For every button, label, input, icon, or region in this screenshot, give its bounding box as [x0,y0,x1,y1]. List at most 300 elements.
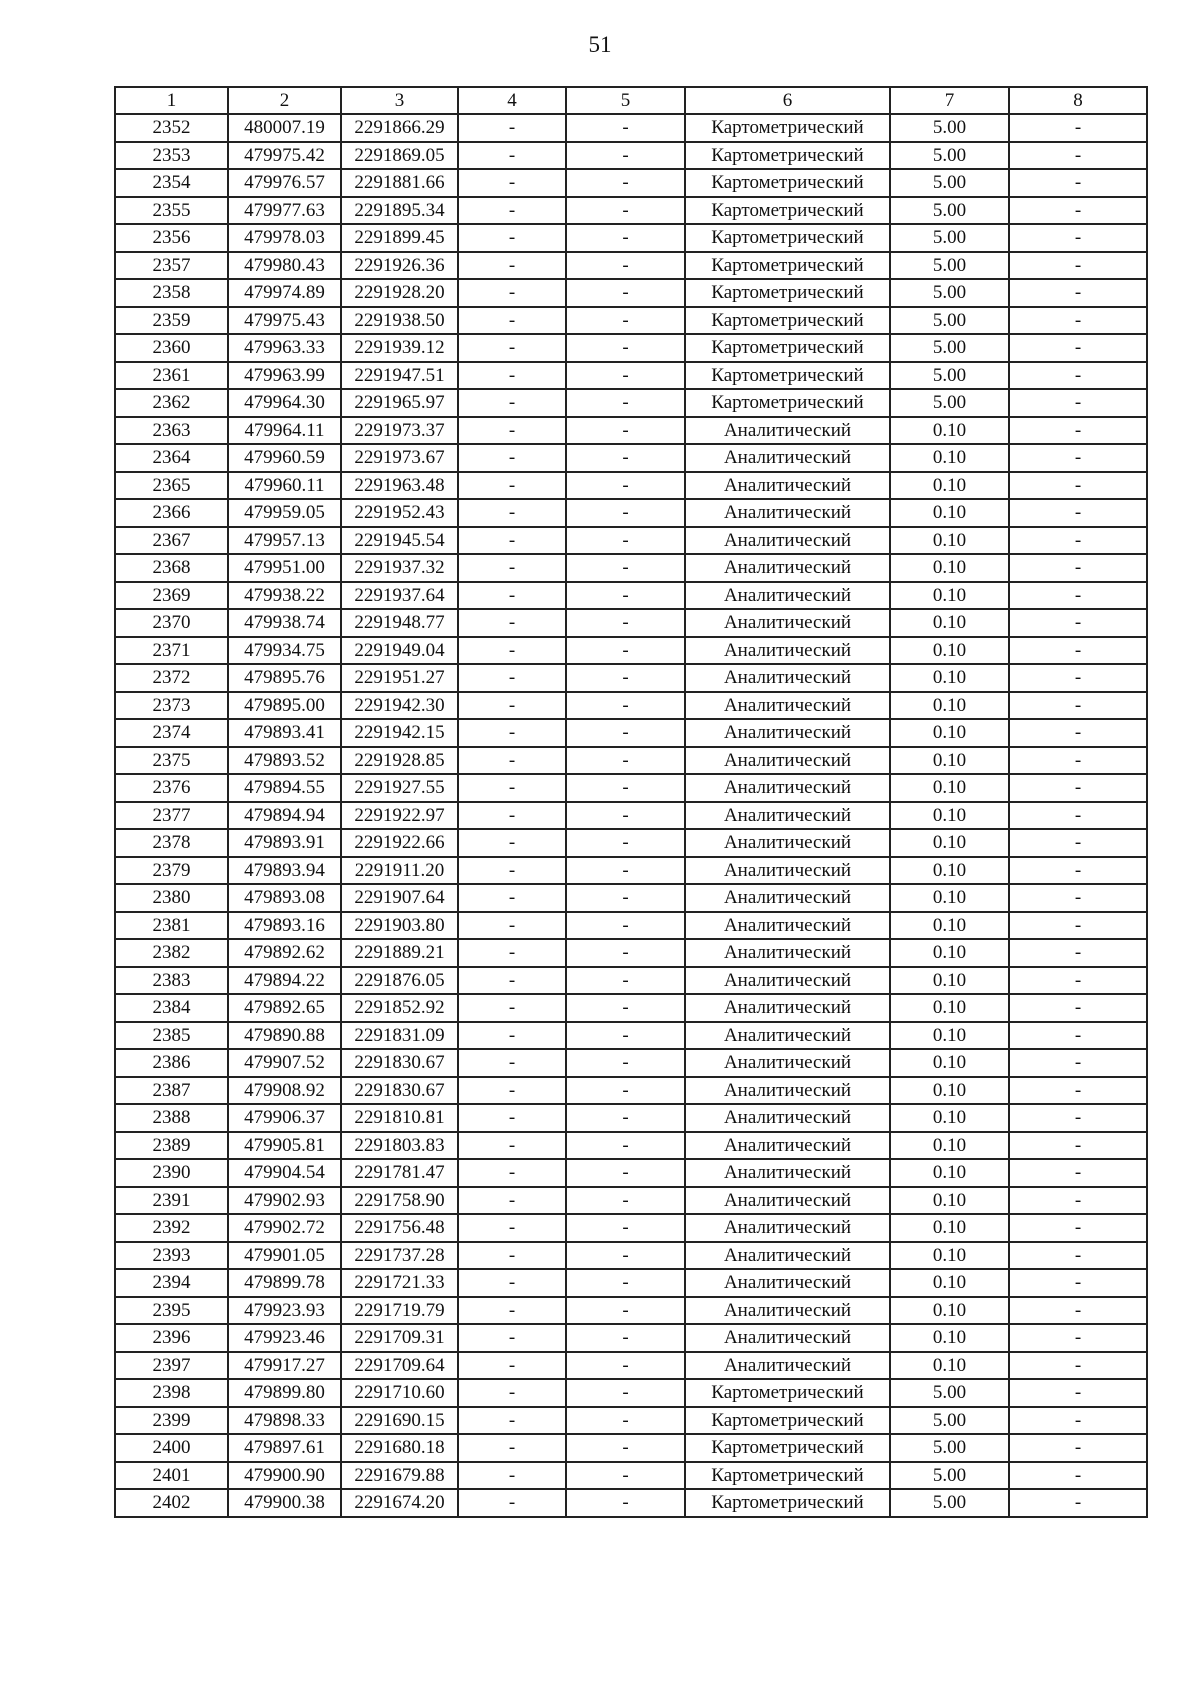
table-cell-col-5: - [566,307,685,335]
table-cell-col-2: 479893.16 [228,912,341,940]
table-cell-col-4: - [458,1049,566,1077]
table-cell-col-7: 0.10 [890,472,1009,500]
table-cell-col-6: Аналитический [685,554,890,582]
table-cell-col-4: - [458,389,566,417]
table-cell-col-8: - [1009,307,1147,335]
table-cell-col-3: 2291903.80 [341,912,458,940]
table-cell-col-3: 2291973.37 [341,417,458,445]
table-cell-col-5: - [566,582,685,610]
table-cell-col-7: 5.00 [890,114,1009,142]
table-cell-col-1: 2365 [115,472,228,500]
table-cell-col-2: 479892.62 [228,939,341,967]
table-cell-col-5: - [566,362,685,390]
table-row [115,1352,1147,1380]
table-cell-col-4: - [458,1022,566,1050]
table-cell-col-5: - [566,197,685,225]
table-cell-col-1: 2352 [115,114,228,142]
table-cell-col-6: Аналитический [685,1324,890,1352]
table-cell-col-1: 2381 [115,912,228,940]
table-cell-col-2: 479893.94 [228,857,341,885]
table-cell-col-5: - [566,1159,685,1187]
table-row [115,1214,1147,1242]
table-cell-col-7: 0.10 [890,444,1009,472]
table-cell-col-4: - [458,1159,566,1187]
table-row [115,719,1147,747]
table-row [115,169,1147,197]
table-cell-col-5: - [566,389,685,417]
table-cell-col-1: 2362 [115,389,228,417]
table-cell-col-8: - [1009,664,1147,692]
table-row [115,224,1147,252]
table-cell-col-2: 479959.05 [228,499,341,527]
table-cell-col-6: Аналитический [685,857,890,885]
table-cell-col-1: 2354 [115,169,228,197]
table-cell-col-5: - [566,1242,685,1270]
table-cell-col-1: 2374 [115,719,228,747]
table-cell-col-5: - [566,224,685,252]
table-cell-col-1: 2389 [115,1132,228,1160]
table-cell-col-1: 2361 [115,362,228,390]
table-cell-col-5: - [566,1462,685,1490]
table-cell-col-4: - [458,664,566,692]
table-cell-col-8: - [1009,719,1147,747]
table-cell-col-8: - [1009,362,1147,390]
table-cell-col-4: - [458,114,566,142]
table-cell-col-4: - [458,417,566,445]
table-cell-col-2: 479905.81 [228,1132,341,1160]
table-cell-col-3: 2291866.29 [341,114,458,142]
table-cell-col-1: 2400 [115,1434,228,1462]
table-cell-col-3: 2291942.30 [341,692,458,720]
table-row [115,1242,1147,1270]
table-cell-col-5: - [566,1407,685,1435]
table-cell-col-1: 2393 [115,1242,228,1270]
table-cell-col-3: 2291922.97 [341,802,458,830]
table-cell-col-2: 479897.61 [228,1434,341,1462]
table-row [115,1022,1147,1050]
table-cell-col-7: 5.00 [890,197,1009,225]
table-cell-col-6: Картометрический [685,252,890,280]
table-cell-col-4: - [458,279,566,307]
table-cell-col-2: 479893.08 [228,884,341,912]
table-cell-col-7: 5.00 [890,169,1009,197]
table-cell-col-5: - [566,279,685,307]
table-cell-col-7: 5.00 [890,1407,1009,1435]
table-cell-col-3: 2291737.28 [341,1242,458,1270]
table-row [115,1159,1147,1187]
table-cell-col-7: 0.10 [890,967,1009,995]
table-cell-col-7: 5.00 [890,334,1009,362]
table-cell-col-1: 2363 [115,417,228,445]
table-cell-col-3: 2291937.64 [341,582,458,610]
table-cell-col-7: 0.10 [890,1049,1009,1077]
table-row [115,334,1147,362]
table-cell-col-4: - [458,609,566,637]
table-row [115,1269,1147,1297]
table-cell-col-8: - [1009,1187,1147,1215]
table-cell-col-5: - [566,1297,685,1325]
table-cell-col-7: 0.10 [890,582,1009,610]
column-header-7: 7 [890,87,1009,114]
table-cell-col-1: 2385 [115,1022,228,1050]
table-cell-col-3: 2291803.83 [341,1132,458,1160]
table-cell-col-6: Картометрический [685,197,890,225]
table-cell-col-1: 2371 [115,637,228,665]
table-row [115,499,1147,527]
table-cell-col-1: 2360 [115,334,228,362]
table-row [115,389,1147,417]
table-cell-col-4: - [458,967,566,995]
table-cell-col-6: Картометрический [685,1489,890,1517]
table-row [115,142,1147,170]
table-cell-col-7: 5.00 [890,1379,1009,1407]
table-cell-col-6: Аналитический [685,719,890,747]
table-cell-col-4: - [458,1379,566,1407]
table-cell-col-4: - [458,472,566,500]
table-row [115,994,1147,1022]
table-cell-col-7: 0.10 [890,692,1009,720]
table-cell-col-6: Аналитический [685,637,890,665]
table-cell-col-5: - [566,1489,685,1517]
table-cell-col-3: 2291948.77 [341,609,458,637]
table-cell-col-7: 0.10 [890,609,1009,637]
table-row [115,1132,1147,1160]
table-cell-col-1: 2396 [115,1324,228,1352]
table-cell-col-6: Аналитический [685,499,890,527]
table-cell-col-3: 2291907.64 [341,884,458,912]
table-cell-col-1: 2397 [115,1352,228,1380]
table-cell-col-3: 2291869.05 [341,142,458,170]
table-cell-col-7: 5.00 [890,1462,1009,1490]
table-cell-col-2: 479899.80 [228,1379,341,1407]
column-header-3: 3 [341,87,458,114]
table-cell-col-7: 0.10 [890,1214,1009,1242]
table-cell-col-8: - [1009,252,1147,280]
table-cell-col-8: - [1009,939,1147,967]
table-cell-col-5: - [566,1104,685,1132]
table-cell-col-5: - [566,1434,685,1462]
table-cell-col-7: 0.10 [890,664,1009,692]
table-cell-col-6: Аналитический [685,884,890,912]
table-cell-col-1: 2379 [115,857,228,885]
table-row [115,939,1147,967]
table-cell-col-6: Аналитический [685,1159,890,1187]
table-cell-col-7: 5.00 [890,307,1009,335]
table-cell-col-2: 479974.89 [228,279,341,307]
table-cell-col-2: 479895.76 [228,664,341,692]
table-cell-col-1: 2358 [115,279,228,307]
table-cell-col-2: 479963.99 [228,362,341,390]
table-cell-col-3: 2291942.15 [341,719,458,747]
table-row [115,1489,1147,1517]
table-cell-col-3: 2291674.20 [341,1489,458,1517]
column-header-5: 5 [566,87,685,114]
table-cell-col-8: - [1009,829,1147,857]
table-cell-col-2: 479923.93 [228,1297,341,1325]
table-cell-col-8: - [1009,1489,1147,1517]
table-cell-col-8: - [1009,1049,1147,1077]
table-cell-col-6: Аналитический [685,912,890,940]
table-cell-col-1: 2369 [115,582,228,610]
table-cell-col-4: - [458,527,566,555]
table-cell-col-5: - [566,857,685,885]
table-cell-col-4: - [458,582,566,610]
coordinates-table [114,86,1148,1518]
table-cell-col-5: - [566,334,685,362]
table-cell-col-7: 0.10 [890,1077,1009,1105]
table-cell-col-2: 479899.78 [228,1269,341,1297]
table-row [115,829,1147,857]
table-row [115,1324,1147,1352]
table-row [115,1297,1147,1325]
table-cell-col-8: - [1009,1352,1147,1380]
table-cell-col-2: 479901.05 [228,1242,341,1270]
table-cell-col-6: Картометрический [685,142,890,170]
table-cell-col-3: 2291947.51 [341,362,458,390]
table-cell-col-5: - [566,829,685,857]
table-cell-col-6: Аналитический [685,1077,890,1105]
table-cell-col-5: - [566,939,685,967]
table-cell-col-4: - [458,334,566,362]
table-cell-col-6: Аналитический [685,939,890,967]
table-cell-col-8: - [1009,857,1147,885]
table-cell-col-4: - [458,1187,566,1215]
table-cell-col-3: 2291709.31 [341,1324,458,1352]
table-cell-col-3: 2291973.67 [341,444,458,472]
table-cell-col-4: - [458,637,566,665]
table-cell-col-7: 5.00 [890,142,1009,170]
table-cell-col-8: - [1009,1434,1147,1462]
table-cell-col-8: - [1009,1297,1147,1325]
table-cell-col-5: - [566,912,685,940]
table-row [115,527,1147,555]
table-cell-col-4: - [458,197,566,225]
table-cell-col-4: - [458,1352,566,1380]
table-cell-col-7: 0.10 [890,499,1009,527]
table-cell-col-4: - [458,857,566,885]
table-cell-col-1: 2383 [115,967,228,995]
table-cell-col-2: 479934.75 [228,637,341,665]
table-cell-col-2: 479978.03 [228,224,341,252]
table-cell-col-6: Картометрический [685,1379,890,1407]
table-cell-col-6: Аналитический [685,802,890,830]
table-cell-col-7: 0.10 [890,1104,1009,1132]
table-row [115,1077,1147,1105]
table-cell-col-4: - [458,1104,566,1132]
table-row [115,1187,1147,1215]
table-cell-col-3: 2291952.43 [341,499,458,527]
table-cell-col-6: Аналитический [685,1022,890,1050]
table-cell-col-8: - [1009,1104,1147,1132]
table-row [115,279,1147,307]
column-header-1: 1 [115,87,228,114]
table-row [115,802,1147,830]
table-cell-col-3: 2291719.79 [341,1297,458,1325]
table-cell-col-8: - [1009,142,1147,170]
table-cell-col-2: 479893.91 [228,829,341,857]
table-cell-col-3: 2291963.48 [341,472,458,500]
table-cell-col-2: 479898.33 [228,1407,341,1435]
table-cell-col-3: 2291852.92 [341,994,458,1022]
table-cell-col-6: Картометрический [685,389,890,417]
table-cell-col-8: - [1009,444,1147,472]
table-cell-col-1: 2367 [115,527,228,555]
table-cell-col-4: - [458,802,566,830]
table-cell-col-8: - [1009,1159,1147,1187]
table-cell-col-4: - [458,499,566,527]
table-cell-col-6: Аналитический [685,444,890,472]
table-cell-col-1: 2368 [115,554,228,582]
table-cell-col-6: Аналитический [685,1187,890,1215]
table-cell-col-5: - [566,637,685,665]
table-row [115,1104,1147,1132]
table-cell-col-1: 2384 [115,994,228,1022]
table-cell-col-8: - [1009,1407,1147,1435]
table-cell-col-1: 2366 [115,499,228,527]
table-cell-col-5: - [566,169,685,197]
table-cell-col-2: 479975.42 [228,142,341,170]
table-cell-col-8: - [1009,884,1147,912]
table-cell-col-2: 479904.54 [228,1159,341,1187]
table-cell-col-6: Картометрический [685,1462,890,1490]
table-cell-col-8: - [1009,527,1147,555]
table-cell-col-5: - [566,554,685,582]
table-cell-col-2: 479894.55 [228,774,341,802]
table-cell-col-8: - [1009,1132,1147,1160]
table-cell-col-4: - [458,774,566,802]
table-cell-col-8: - [1009,389,1147,417]
table-cell-col-3: 2291951.27 [341,664,458,692]
table-row [115,114,1147,142]
table-cell-col-8: - [1009,1077,1147,1105]
table-cell-col-2: 479960.11 [228,472,341,500]
table-cell-col-1: 2378 [115,829,228,857]
table-cell-col-8: - [1009,554,1147,582]
table-cell-col-3: 2291922.66 [341,829,458,857]
table-cell-col-7: 0.10 [890,884,1009,912]
table-row [115,1379,1147,1407]
table-cell-col-1: 2370 [115,609,228,637]
table-cell-col-5: - [566,142,685,170]
table-cell-col-3: 2291830.67 [341,1049,458,1077]
table-cell-col-1: 2377 [115,802,228,830]
table-cell-col-7: 0.10 [890,1159,1009,1187]
table-cell-col-3: 2291965.97 [341,389,458,417]
table-cell-col-3: 2291721.33 [341,1269,458,1297]
table-cell-col-7: 0.10 [890,1324,1009,1352]
table-row [115,1407,1147,1435]
table-cell-col-1: 2391 [115,1187,228,1215]
table-cell-col-7: 0.10 [890,857,1009,885]
table-cell-col-7: 0.10 [890,912,1009,940]
table-row [115,912,1147,940]
table-cell-col-2: 479977.63 [228,197,341,225]
table-cell-col-8: - [1009,114,1147,142]
table-cell-col-1: 2402 [115,1489,228,1517]
table-cell-col-6: Картометрический [685,169,890,197]
table-cell-col-8: - [1009,802,1147,830]
table-cell-col-3: 2291911.20 [341,857,458,885]
table-cell-col-5: - [566,664,685,692]
table-cell-col-5: - [566,719,685,747]
table-row [115,692,1147,720]
table-cell-col-8: - [1009,279,1147,307]
table-cell-col-2: 479951.00 [228,554,341,582]
table-cell-col-8: - [1009,169,1147,197]
table-cell-col-5: - [566,609,685,637]
table-cell-col-8: - [1009,417,1147,445]
table-row [115,252,1147,280]
table-cell-col-2: 479902.93 [228,1187,341,1215]
table-cell-col-3: 2291831.09 [341,1022,458,1050]
table-cell-col-5: - [566,114,685,142]
table-cell-col-1: 2364 [115,444,228,472]
table-cell-col-8: - [1009,1269,1147,1297]
table-cell-col-7: 0.10 [890,1269,1009,1297]
table-row [115,857,1147,885]
table-cell-col-2: 479893.52 [228,747,341,775]
table-cell-col-4: - [458,252,566,280]
table-cell-col-2: 479894.22 [228,967,341,995]
table-cell-col-4: - [458,1324,566,1352]
table-cell-col-4: - [458,142,566,170]
table-cell-col-3: 2291679.88 [341,1462,458,1490]
table-cell-col-4: - [458,1462,566,1490]
table-cell-col-1: 2382 [115,939,228,967]
table-row [115,637,1147,665]
table-row [115,1462,1147,1490]
table-cell-col-1: 2390 [115,1159,228,1187]
table-cell-col-3: 2291895.34 [341,197,458,225]
table-cell-col-7: 5.00 [890,362,1009,390]
table-cell-col-8: - [1009,1462,1147,1490]
table-cell-col-3: 2291928.20 [341,279,458,307]
column-header-4: 4 [458,87,566,114]
table-cell-col-2: 479960.59 [228,444,341,472]
table-cell-col-3: 2291939.12 [341,334,458,362]
table-cell-col-5: - [566,1214,685,1242]
table-cell-col-5: - [566,527,685,555]
column-header-2: 2 [228,87,341,114]
table-cell-col-8: - [1009,912,1147,940]
table-cell-col-5: - [566,884,685,912]
table-cell-col-8: - [1009,994,1147,1022]
table-cell-col-8: - [1009,224,1147,252]
table-cell-col-1: 2398 [115,1379,228,1407]
table-cell-col-2: 479893.41 [228,719,341,747]
table-body [115,114,1147,1517]
table-cell-col-4: - [458,1489,566,1517]
table-cell-col-2: 479907.52 [228,1049,341,1077]
table-cell-col-5: - [566,1379,685,1407]
table-cell-col-2: 479980.43 [228,252,341,280]
table-cell-col-3: 2291899.45 [341,224,458,252]
table-cell-col-2: 479908.92 [228,1077,341,1105]
table-cell-col-3: 2291690.15 [341,1407,458,1435]
table-cell-col-7: 5.00 [890,252,1009,280]
table-row [115,774,1147,802]
table-row [115,417,1147,445]
table-row [115,444,1147,472]
table-cell-col-1: 2395 [115,1297,228,1325]
table-cell-col-8: - [1009,637,1147,665]
table-cell-col-7: 0.10 [890,719,1009,747]
table-cell-col-1: 2372 [115,664,228,692]
table-cell-col-1: 2375 [115,747,228,775]
table-cell-col-1: 2353 [115,142,228,170]
table-cell-col-6: Аналитический [685,1352,890,1380]
table-cell-col-8: - [1009,1242,1147,1270]
